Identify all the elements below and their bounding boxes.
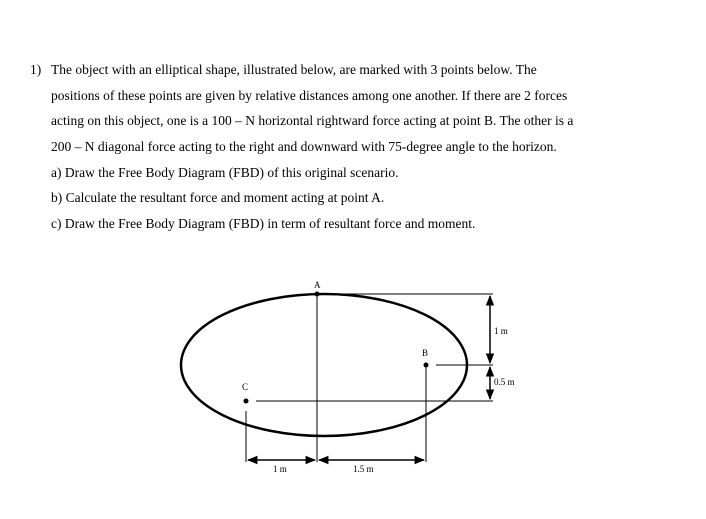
problem-line-3: acting on this object, one is a 100 – N horizontal rightward force acting at point B. The other is a — [51, 113, 574, 128]
problem-line-1-text: The object with an elliptical shape, illustrated below, are marked with 3 points below. The — [51, 62, 537, 77]
part-c: c) Draw the Free Body Diagram (FBD) in term of resultant force and moment. — [51, 216, 476, 231]
dimension-label-c-a-horizontal: 1 m — [273, 464, 287, 474]
part-a: a) Draw the Free Body Diagram (FBD) of this original scenario. — [51, 165, 399, 180]
point-c-label: C — [242, 382, 249, 392]
point-a-label: A — [314, 280, 321, 290]
dimension-label-a-b-vertical: 1 m — [494, 326, 508, 336]
problem-line-2: positions of these points are given by relative distances among one another. If there are 2 forces — [51, 88, 568, 103]
problem-number: 1) — [30, 62, 42, 77]
part-b: b) Calculate the resultant force and moment acting at point A. — [51, 190, 385, 205]
point-a-dot — [315, 292, 320, 297]
point-b-dot — [424, 363, 429, 368]
dimension-label-a-b-horizontal: 1.5 m — [353, 464, 374, 474]
dimension-label-b-c-vertical: 0.5 m — [494, 377, 515, 387]
problem-line-4: 200 – N diagonal force acting to the right and downward with 75-degree angle to the horizon. — [51, 139, 557, 154]
point-b-label: B — [422, 348, 429, 358]
point-c-dot — [244, 399, 249, 404]
